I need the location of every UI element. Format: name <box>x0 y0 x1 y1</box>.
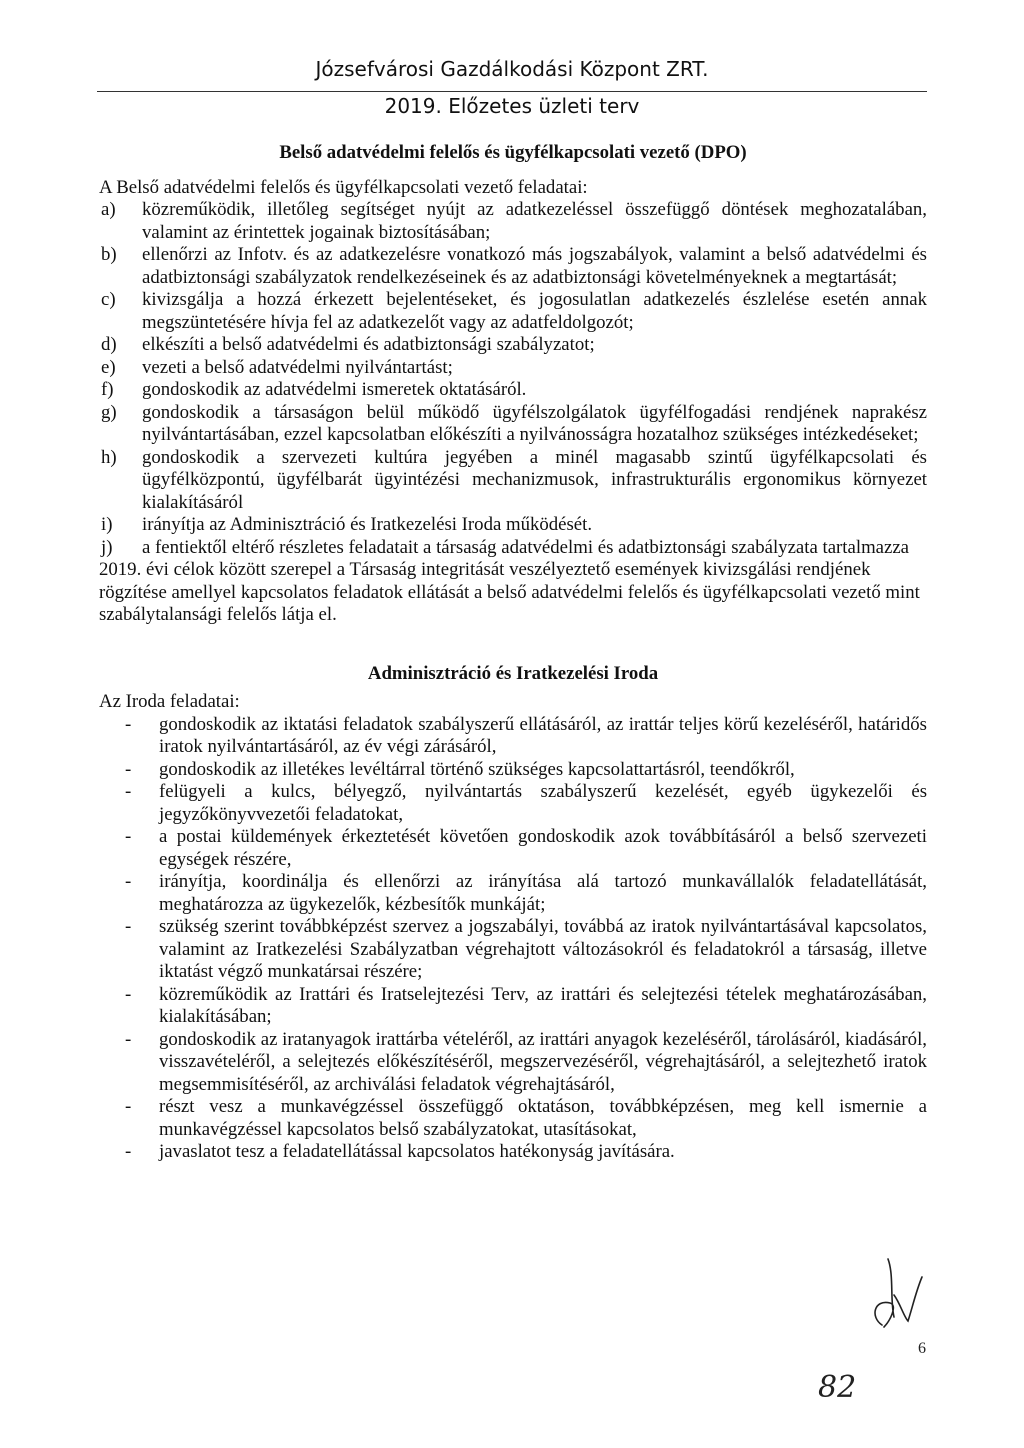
list-item-text: a fentiektől eltérő részletes feladatait a társaság adatvédelmi és adatbiztonsági szabályzata tartalmazza <box>142 536 910 558</box>
section-title-admin: Adminisztráció és Iratkezelési Iroda <box>367 662 659 684</box>
list-marker: - <box>125 713 132 735</box>
list-item-text: szükség szerint továbbképzést szervez a jogszabályi, továbbá az iratok nyilvántartásával kapcsolatos, valamint az Iratkezelési Szabályzatban végrehajtott változásokról és feladatokról a társaság, illetve iktatást végző munkatársai részére; <box>159 916 927 982</box>
dpo-task-item <box>99 402 927 447</box>
admin-task-item <box>99 714 927 759</box>
section-intro-dpo: A Belső adatvédelmi felelős és ügyfélkapcsolati vezető feladatai: <box>99 176 588 198</box>
dpo-task-item <box>99 447 927 515</box>
admin-task-item <box>99 759 927 782</box>
list-marker: c) <box>101 289 116 310</box>
list-item-text: ellenőrzi az Infotv. és az adatkezelésre vonatkozó más jogszabályok, valamint a belső adatvédelmi és adatbiztonsági szabályzatok rendelkezéseinek és az adatbiztonsági követelményeknek a megtartását; <box>142 244 927 288</box>
document-body <box>99 142 927 1164</box>
list-marker: e) <box>101 356 116 378</box>
admin-task-item <box>99 1096 927 1141</box>
list-item-text: gondoskodik a szervezeti kultúra jegyében a minél magasabb szintű ügyfélkapcsolati és ügyfélközpontú, ügyfélbarát ügyintézési mechanizmusok, infrastrukturális ergonomikus környezet kialakításáról <box>142 446 927 513</box>
dpo-task-item <box>99 537 927 560</box>
list-marker: a) <box>101 199 116 220</box>
section-intro-admin: Az Iroda feladatai: <box>99 691 240 712</box>
list-item-text: kivizsgálja a hozzá érkezett bejelentéseket, és jogosulatlan adatkezelés észlelése esetén annak megszüntetésére hívja fel az adatkezelőt vagy az adatfeldolgozót; <box>142 289 927 333</box>
list-marker: h) <box>101 446 117 468</box>
list-item-text: gondoskodik az iratanyagok irattárba vételéről, az irattári anyagok kezeléséről, tárolásáról, kiadásáról, visszavételéről, a selejtezés előkészítéséről, megszervezéséről, végrehajtásáról, a selejtezhető iratok megsemmisítéséről, az archiválási feladatok végrehajtásáról, <box>159 1028 927 1095</box>
admin-task-list <box>99 714 927 1164</box>
admin-task-item <box>99 781 927 826</box>
admin-task-item <box>99 1029 927 1097</box>
list-marker: f) <box>101 379 114 400</box>
list-item-text: irányítja, koordinálja és ellenőrzi az irányítása alá tartozó munkavállalók feladatellátását, meghatározza az ügykezelők, kézbesítők munkáját; <box>159 871 927 915</box>
handwritten-page-number: 82 <box>818 1370 857 1405</box>
list-marker: - <box>125 871 132 892</box>
header-organization: Józsefvárosi Gazdálkodási Központ ZRT. <box>315 57 709 81</box>
list-item-text: vezeti a belső adatvédelmi nyilvántartást; <box>142 356 453 378</box>
admin-task-item <box>99 871 927 916</box>
admin-task-item <box>99 916 927 984</box>
page-number: 6 <box>918 1340 926 1357</box>
list-item-text: gondoskodik az adatvédelmi ismeretek oktatásáról. <box>142 379 527 400</box>
admin-task-item <box>99 826 927 871</box>
list-marker: i) <box>101 514 113 535</box>
list-marker: - <box>125 983 132 1005</box>
handwritten-signature <box>860 1255 940 1335</box>
section-closing-dpo: 2019. évi célok között szerepel a Társaság integritását veszélyeztető események kivizsgálási rendjének rögzítése amellyel kapcsolatos feladatok ellátását a belső adatvédelmi felelős és ügyfélkapcsolati vezető mint szabálytalansági felelős látja el. <box>99 559 920 625</box>
list-item-text: a postai küldemények érkeztetését követően gondoskodik azok továbbításáról a belső szervezeti egységek részére, <box>159 826 927 870</box>
list-marker: - <box>125 1096 132 1117</box>
header-divider <box>97 91 927 92</box>
list-marker: - <box>125 916 132 937</box>
list-marker: j) <box>101 536 113 558</box>
dpo-task-item <box>99 514 927 537</box>
header-subtitle: 2019. Előzetes üzleti terv <box>384 94 640 118</box>
list-marker: b) <box>101 244 117 265</box>
dpo-task-item <box>99 244 927 289</box>
admin-task-item <box>99 984 927 1029</box>
dpo-task-item <box>99 379 927 402</box>
dpo-task-item <box>99 334 927 357</box>
dpo-task-list <box>99 199 927 559</box>
list-marker: d) <box>101 334 117 355</box>
list-marker: - <box>125 1028 132 1050</box>
list-item-text: javaslatot tesz a feladatellátással kapcsolatos hatékonyság javítására. <box>159 1141 675 1162</box>
list-marker: - <box>125 826 132 847</box>
dpo-task-item <box>99 199 927 244</box>
section-title-dpo: Belső adatvédelmi felelős és ügyfélkapcsolati vezető (DPO) <box>279 142 747 163</box>
list-item-text: részt vesz a munkavégzéssel összefüggő oktatáson, továbbképzésen, meg kell ismernie a munkavégzéssel kapcsolatos belső szabályzatokat, utasításokat, <box>159 1096 927 1140</box>
list-item-text: gondoskodik az iktatási feladatok szabályszerű ellátásáról, az irattár teljes körű kezeléséről, határidős iratok nyilvántartásáról, az év végi zárásáról, <box>159 713 927 757</box>
list-item-text: felügyeli a kulcs, bélyegző, nyilvántartás szabályszerű kezelését, egyéb ügykezelői és jegyzőkönyvvezetői feladatokat, <box>159 781 927 825</box>
list-marker: g) <box>101 401 117 423</box>
dpo-task-item <box>99 289 927 334</box>
list-item-text: irányítja az Adminisztráció és Iratkezelési Iroda működését. <box>142 514 593 535</box>
list-item-text: közreműködik, illetőleg segítséget nyújt az adatkezeléssel összefüggő döntések meghozatalában, valamint az érintettek jogainak biztosításában; <box>142 199 927 243</box>
dpo-task-item <box>99 357 927 380</box>
list-marker: - <box>125 758 132 780</box>
list-marker: - <box>125 781 132 802</box>
list-item-text: gondoskodik az illetékes levéltárral történő szükséges kapcsolattartásról, teendőkről, <box>159 758 795 780</box>
list-item-text: elkészíti a belső adatvédelmi és adatbiztonsági szabályzatot; <box>142 334 595 355</box>
admin-task-item <box>99 1141 927 1164</box>
list-item-text: gondoskodik a társaságon belül működő ügyfélszolgálatok ügyfélfogadási rendjének naprakész nyilvántartásában, ezzel kapcsolatban előkészíti a nyilvánosságra hozatalhoz szükséges intézkedéseket; <box>142 401 927 445</box>
list-item-text: közreműködik az Irattári és Iratselejtezési Terv, az irattári és selejtezési tételek meghatározásában, kialakításában; <box>159 983 927 1027</box>
list-marker: - <box>125 1141 132 1162</box>
